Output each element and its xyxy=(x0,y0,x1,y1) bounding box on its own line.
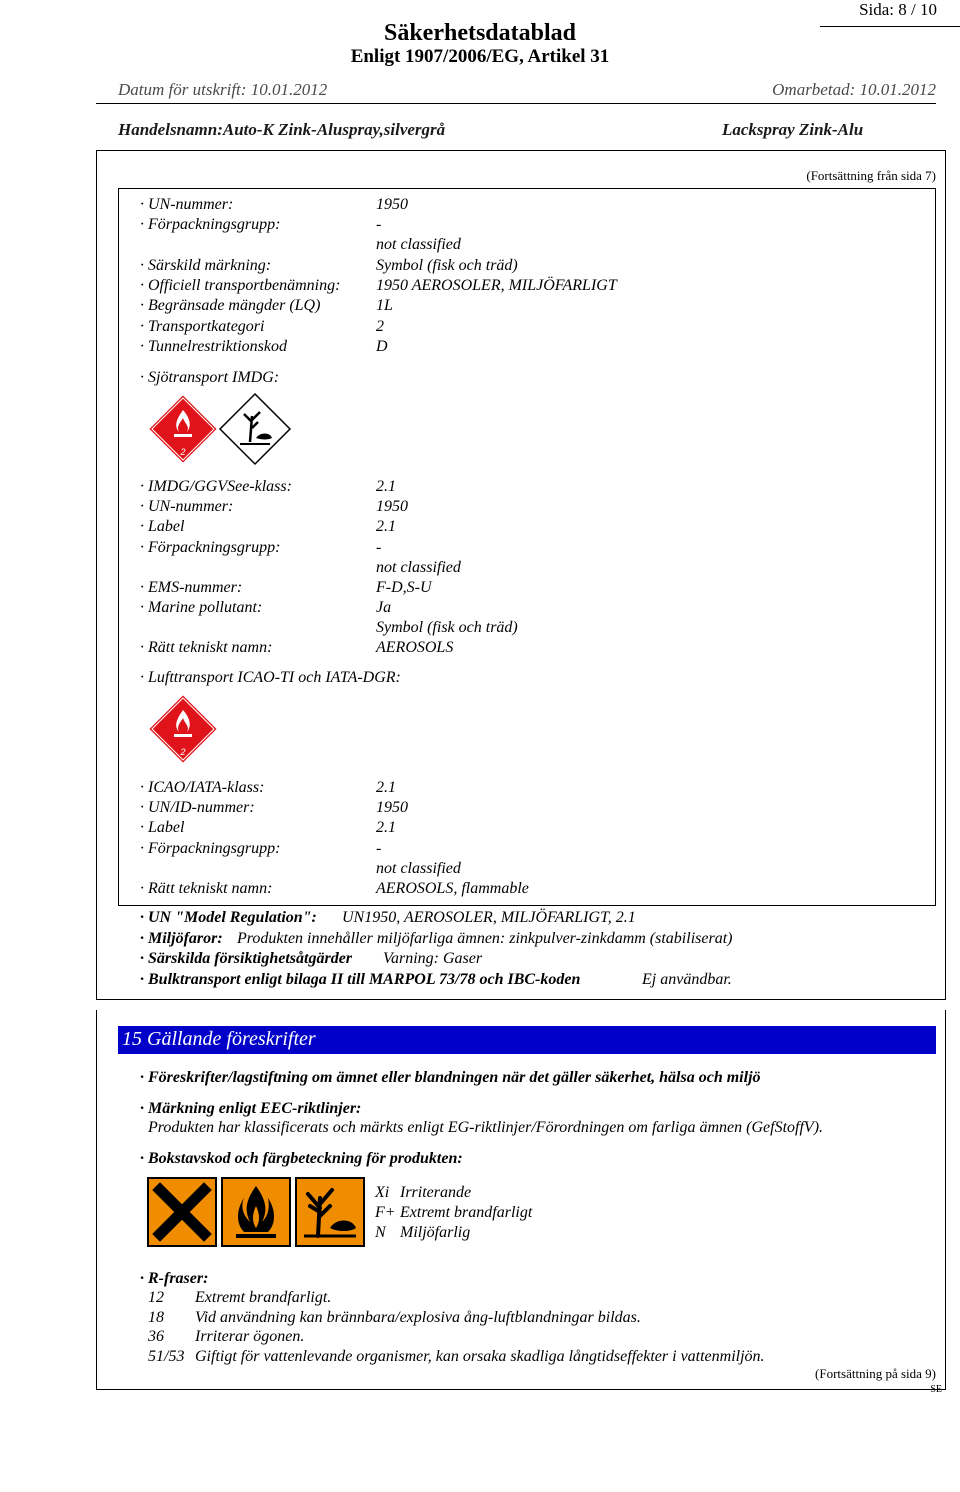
r-phrases-heading: · R-fraser: xyxy=(140,1270,209,1287)
imdg-value: Symbol (fisk och träd) xyxy=(376,619,518,636)
symbol-name: Irriterande xyxy=(400,1184,472,1201)
icao-value: not classified xyxy=(376,860,461,877)
icao-label: · Förpackningsgrupp: xyxy=(140,840,281,857)
r-phrase-text: Vid användning kan brännbara/explosiva ång-luftblandningar bildas. xyxy=(195,1309,641,1326)
product-type: Lackspray Zink-Alu xyxy=(722,120,864,139)
flame-icon xyxy=(222,1178,290,1246)
adr-value: D xyxy=(376,338,388,355)
adr-value: 1950 AEROSOLER, MILJÖFARLIGT xyxy=(376,277,617,294)
r-phrase-text: Irriterar ögonen. xyxy=(195,1328,305,1345)
adr-value: - xyxy=(376,216,382,233)
language-code: SE xyxy=(930,1384,942,1395)
regulations-heading: · Föreskrifter/lagstiftning om ämnet eller blandningen när det gäller säkerhet, hälsa och miljö xyxy=(140,1069,761,1086)
model-regulation-value: UN1950, AEROSOLER, MILJÖFARLIGT, 2.1 xyxy=(342,909,636,926)
continued-from: (Fortsättning från sida 7) xyxy=(806,168,936,183)
r-phrase-code: 12 xyxy=(148,1289,164,1306)
environment-hazard-label: · Miljöfaror: xyxy=(140,930,223,947)
symbol-code: N xyxy=(375,1224,386,1241)
adr-label: · Förpackningsgrupp: xyxy=(140,216,281,233)
imdg-value: Ja xyxy=(376,599,392,616)
diamond-class-number: 2 xyxy=(180,447,186,457)
adr-value: 1L xyxy=(376,297,393,314)
r-phrase-code: 18 xyxy=(148,1309,164,1326)
trade-name: Handelsnamn:Auto-K Zink-Aluspray,silvergrå xyxy=(118,120,446,139)
imdg-value: 1950 xyxy=(376,498,408,515)
icao-value: 1950 xyxy=(376,799,408,816)
flammable-gas-diamond-icon xyxy=(146,392,220,466)
imdg-label: · IMDG/GGVSee-klass: xyxy=(140,478,292,495)
symbol-code: F+ xyxy=(375,1204,396,1221)
adr-value: not classified xyxy=(376,236,461,253)
environment-hazard-diamond-icon xyxy=(218,392,292,466)
adr-label: · Tunnelrestriktionskod xyxy=(140,338,287,355)
symbol-code: Xi xyxy=(375,1184,390,1201)
r-phrase-code: 51/53 xyxy=(148,1348,185,1365)
r-phrase-code: 36 xyxy=(148,1328,164,1345)
bulk-transport-value: Ej användbar. xyxy=(642,971,732,988)
imdg-value: not classified xyxy=(376,559,461,576)
icao-label: · Label xyxy=(140,819,185,836)
continued-to: (Fortsättning på sida 9) xyxy=(815,1366,936,1381)
icao-label: · ICAO/IATA-klass: xyxy=(140,779,265,796)
adr-label: · UN-nummer: xyxy=(140,196,234,213)
imdg-label: · UN-nummer: xyxy=(140,498,234,515)
adr-label: · Officiell transportbenämning: xyxy=(140,277,341,294)
imdg-label: · Label xyxy=(140,518,185,535)
document-subtitle: Enligt 1907/2006/EG, Artikel 31 xyxy=(350,46,610,67)
adr-value: 2 xyxy=(376,318,384,335)
precaution-value: Varning: Gaser xyxy=(383,950,483,967)
r-phrase-text: Extremt brandfarligt. xyxy=(195,1289,332,1306)
adr-label: · Transportkategori xyxy=(140,318,265,335)
adr-label: · Begränsade mängder (LQ) xyxy=(140,297,321,314)
section-15-title: 15 Gällande föreskrifter xyxy=(118,1026,936,1054)
model-regulation-label: · UN "Model Regulation": xyxy=(140,909,317,926)
icao-value: - xyxy=(376,840,382,857)
environment-hazard-value: Produkten innehåller miljöfarliga ämnen: zinkpulver-zinkdamm (stabiliserat) xyxy=(237,930,733,947)
imdg-value: F-D,S-U xyxy=(376,579,432,596)
eec-text: Produkten har klassificerats och märkts enligt EG-riktlinjer/Förordningen om farliga ämnen (GefStoffV). xyxy=(148,1119,824,1136)
diamond-class-number: 2 xyxy=(180,747,186,757)
icao-heading: · Lufttransport ICAO-TI och IATA-DGR: xyxy=(140,669,401,686)
document-title: Säkerhetsdatablad xyxy=(383,20,577,46)
imdg-value: 2.1 xyxy=(376,478,396,495)
bulk-transport-label: · Bulktransport enligt bilaga II till MARPOL 73/78 och IBC-koden xyxy=(140,971,581,988)
revised-date: Omarbetad: 10.01.2012 xyxy=(772,80,936,99)
adr-value: 1950 xyxy=(376,196,408,213)
imdg-label: · Rätt tekniskt namn: xyxy=(140,639,273,656)
cross-icon xyxy=(148,1178,216,1246)
dead-tree-fish-icon xyxy=(296,1178,364,1246)
symbol-name: Miljöfarlig xyxy=(400,1224,471,1241)
imdg-value: AEROSOLS xyxy=(376,639,454,656)
imdg-label: · Förpackningsgrupp: xyxy=(140,539,281,556)
r-phrase-text: Giftigt för vattenlevande organismer, kan orsaka skadliga långtidseffekter i vattenmiljön. xyxy=(195,1348,765,1365)
flammable-gas-diamond-icon xyxy=(146,692,220,766)
eec-heading: · Märkning enligt EEC-riktlinjer: xyxy=(140,1100,362,1117)
icao-label: · UN/ID-nummer: xyxy=(140,799,255,816)
imdg-value: - xyxy=(376,539,382,556)
adr-value: Symbol (fisk och träd) xyxy=(376,257,518,274)
imdg-value: 2.1 xyxy=(376,518,396,535)
header-divider xyxy=(96,103,936,104)
imdg-label: · EMS-nummer: xyxy=(140,579,243,596)
print-date: Datum för utskrift: 10.01.2012 xyxy=(118,80,328,99)
imdg-heading: · Sjötransport IMDG: xyxy=(140,369,280,386)
icao-label: · Rätt tekniskt namn: xyxy=(140,880,273,897)
symbol-name: Extremt brandfarligt xyxy=(400,1204,533,1221)
precaution-label: · Särskilda försiktighetsåtgärder xyxy=(140,950,353,967)
icao-value: 2.1 xyxy=(376,819,396,836)
page-number: Sida: 8 / 10 xyxy=(859,0,937,19)
adr-label: · Särskild märkning: xyxy=(140,257,272,274)
icao-value: AEROSOLS, flammable xyxy=(376,880,529,897)
icao-value: 2.1 xyxy=(376,779,396,796)
imdg-label: · Marine pollutant: xyxy=(140,599,263,616)
code-heading: · Bokstavskod och färgbeteckning för produkten: xyxy=(140,1150,463,1167)
